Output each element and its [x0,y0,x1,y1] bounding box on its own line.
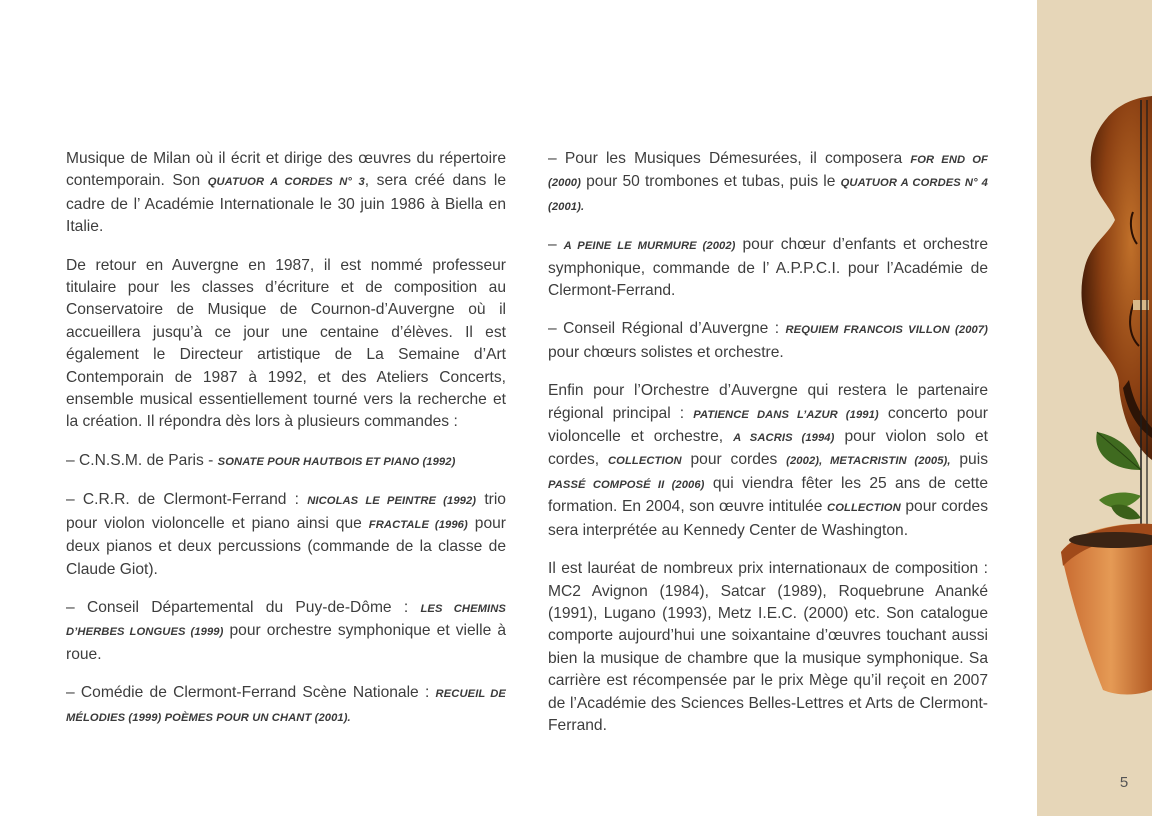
paragraph-orchestre-auvergne: Enfin pour l’Orchestre d’Auvergne qui restera le partenaire régional principal : PATIENCE DANS L’AZUR (1991) concerto pour violoncelle et orchestre, A SACRIS (1994) pour violon solo et cordes, COLLECTION pour cordes (2002), METACRISTIN (2005), puis PASSÉ COMPOSÉ II (2006) qui viendra fêter les 25 ans de cette formation. En 2004, son œuvre intitulée COLLECTION pour cordes sera interprétée au Kennedy Center de Washington. [548,382,989,539]
commission-comedie: – Comédie de Clermont-Ferrand Scène Nationale : RECUEIL DE MÉLODIES (1999) POÈMES POUR UN CHANT (2001). [66,684,506,724]
violin-plant-illustration [1037,0,1152,816]
work-title: (2002), METACRISTIN (2005), [786,455,951,468]
page-number: 5 [1119,774,1129,791]
work-title: NICOLAS LE PEINTRE (1992) [307,495,477,508]
paragraph-prix: Il est lauréat de nombreux prix internationaux de composition : MC2 Avignon (1984), Satcar (1989), Roquebrune Ananké (1991), Lugano (1993), Metz I.E.C. (2000) etc. Son catalogue comporte aujourd’hui une soixantaine d’œuvres touchant aussi bien la musique de chambre que la musique symphonique. Sa carrière est récompensée par le prix Mège qu’il reçoit en 2007 de l’Académie des Sciences Belles-Lettres et Arts de Clermont-Ferrand. [548,560,988,734]
work-title: A PEINE LE MURMURE (2002) [563,240,736,253]
commission-crr: – C.R.R. de Clermont-Ferrand : NICOLAS LE PEINTRE (1992) trio pour violon violoncelle et piano ainsi que FRACTALE (1996) pour deux pianos et deux percussions (commande de la classe de Claude Giot). [66,491,506,578]
work-title: COLLECTION [607,455,682,468]
paragraph-auvergne: De retour en Auvergne en 1987, il est nommé professeur titulaire pour les classes d’écriture et de composition au Conservatoire de Musique de Cournon-d’Auvergne où il accueillera jusqu’à ce jour une centaine d’élèves. Il est également le Directeur artistique de La Semaine d’Art Contemporain de 1987 à 1992, et des Ateliers Concerts, ensemble musical essentiellement tourné vers la recherche et la création. Il répondra dès lors à plusieurs commandes : [66,256,506,431]
commission-cnsm: – C.N.S.M. de Paris - SONATE POUR HAUTBOIS ET PIANO (1992) [66,451,456,469]
violin-icon [1081,96,1152,540]
sidebar-decoration [1037,0,1152,816]
work-title: LES CHEMINS D’HERBES LONGUES (1999) [66,602,506,639]
work-title: RECUEIL DE MÉLODIES (1999) POÈMES POUR UN CHANT (2001). [66,688,506,724]
right-column [548,148,988,753]
work-title: REQUIEM FRANCOIS VILLON (2007) [785,324,988,337]
work-title: QUATUOR A CORDES N° 3 [207,176,365,189]
work-title: FOR END OF (2000) [548,154,988,190]
plant-pot-icon [1061,524,1152,695]
work-title: A SACRIS (1994) [733,432,835,445]
work-title: FRACTALE (1996) [368,518,468,531]
work-title: PASSÉ COMPOSÉ II (2006) [548,478,705,491]
paragraph-milan: Musique de Milan où il écrit et dirige des œuvres du répertoire contemporain. Son QUATUOR A CORDES N° 3, sera créé dans le cadre de l’ Académie Internationale le 30 juin 1986 à Biella en Italie. [66,150,506,236]
work-title: SONATE POUR HAUTBOIS ET PIANO (1992) [217,455,456,468]
work-title: PATIENCE DANS L’AZUR (1991) [693,408,879,421]
commission-musiques-demesurees: – Pour les Musiques Démesurées, il composera FOR END OF (2000) pour 50 trombones et tubas, puis le QUATUOR A CORDES N° 4 (2001). [548,150,988,213]
commission-appci: – A PEINE LE MURMURE (2002) pour chœur d’enfants et orchestre symphonique, commande de l’ A.P.P.C.I. pour l’Académie de Clermont-Ferrand. [548,236,988,300]
work-title: QUATUOR A CORDES N° 4 (2001). [548,177,988,213]
leaf-icon [1096,432,1141,520]
work-title: COLLECTION [827,502,901,515]
commission-puy-de-dome: – Conseil Départemental du Puy-de-Dôme : LES CHEMINS D’HERBES LONGUES (1999) pour orchestre symphonique et vielle à roue. [66,598,506,663]
left-column [66,148,506,745]
commission-conseil-regional: – Conseil Régional d’Auvergne : REQUIEM FRANCOIS VILLON (2007) pour chœurs solistes et orchestre. [548,320,988,361]
